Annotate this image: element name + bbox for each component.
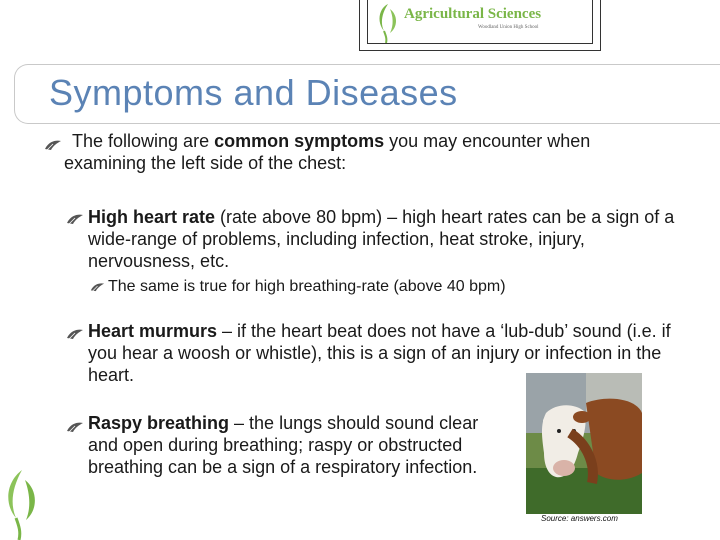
bullet-term: Raspy breathing	[88, 413, 230, 433]
bullet-text: – if the heart beat does not have a ‘lub-dub’ sound (i.e. if you hear a woosh or whistle), this is a sign of an injury or infection in the heart.	[88, 321, 671, 385]
sub-bullet-breathing-rate: The same is true for high breathing-rate (above 40 bpm)	[108, 278, 506, 295]
logo-subtitle: Woodland Union High School	[478, 25, 539, 30]
header-logo-inner-frame	[367, 0, 593, 44]
page-title: Symptoms and Diseases	[49, 72, 458, 113]
bullet-text: (rate above 80 bpm) – high heart rates can be a sign of a wide-range of problems, including infection, heat stroke, injury, nervousness, etc.	[88, 207, 675, 271]
intro-emphasis: common symptoms	[214, 131, 385, 151]
image-caption: Source: answers.com	[541, 514, 618, 523]
leaf-bullet-icon	[66, 421, 84, 433]
leaf-bullet-icon	[90, 282, 105, 292]
bullet-high-heart-rate	[88, 206, 678, 272]
bullet-term: High heart rate	[88, 207, 216, 227]
intro-text: The following are common symptoms you may encounter when examining the left side of the chest:	[64, 131, 591, 173]
header-logo	[359, 0, 601, 51]
leaf-bullet-icon	[44, 139, 62, 151]
leaf-bullet-icon	[66, 328, 84, 340]
cow-photo	[526, 373, 642, 514]
bullet-term: Heart murmurs	[88, 321, 218, 341]
leaf-bullet-icon	[66, 213, 84, 225]
bullet-raspy-breathing	[88, 412, 480, 478]
leaf-logo-icon	[374, 1, 402, 43]
bullet-text: – the lungs should sound clear and open during breathing; raspy or obstructed breathing can be a sign of a respiratory infection.	[88, 413, 479, 477]
logo-title: Agricultural Sciences	[404, 6, 542, 22]
cow-illustration	[526, 373, 642, 514]
leaf-logo-icon	[0, 468, 44, 540]
